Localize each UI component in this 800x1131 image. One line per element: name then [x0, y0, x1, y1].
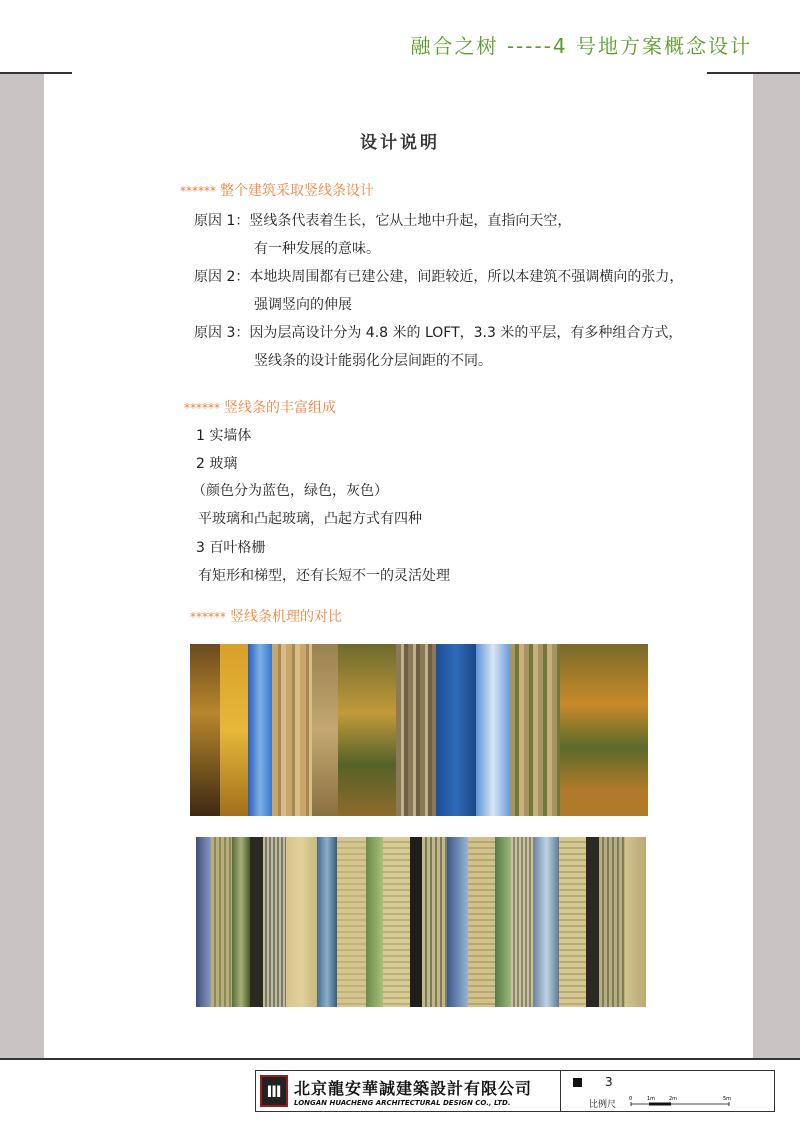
section-heading-1: [180, 180, 374, 200]
section-heading-text: 整个建筑采取竖线条设计: [220, 183, 374, 199]
reason-line: 原因 3：因为层高设计分为 4.8 米的 LOFT，3.3 米的平层，有多种组合方式，: [194, 325, 683, 341]
page-marker-icon: [573, 1078, 582, 1087]
section-heading-2: [184, 397, 336, 417]
composition-line: 平玻璃和凸起玻璃，凸起方式有四种: [198, 511, 422, 527]
composition-line: 2 玻璃: [196, 456, 238, 472]
left-margin-band: [0, 74, 44, 1059]
reason-line: 原因 2：本地块周围都有已建公建，间距较近，所以本建筑不强调横向的张力，: [194, 269, 684, 285]
landscape-strip-image: [190, 644, 648, 816]
scale-tick-label: 2m: [669, 1096, 678, 1102]
title-block: [255, 1070, 775, 1112]
composition-line: 1 实墙体: [196, 428, 252, 444]
reason-line: 原因 1：竖线条代表着生长，它从土地中升起，直指向天空，: [194, 213, 572, 229]
reason-line: 竖线条的设计能弱化分层间距的不同。: [254, 353, 492, 369]
scale-tick-label: 0: [629, 1096, 633, 1102]
section-heading-3: [190, 606, 342, 626]
header-rule-right: [707, 72, 800, 74]
document-title: 设计说明: [360, 133, 440, 153]
reason-line: 强调竖向的伸展: [254, 297, 352, 313]
section-heading-text: 竖线条机理的对比: [230, 609, 342, 625]
company-name-en: LONGAN HUACHENG ARCHITECTURAL DESIGN CO., LTD.: [294, 1098, 511, 1107]
scale-tick-label: 1m: [647, 1096, 656, 1102]
composition-line: 3 百叶格栅: [196, 540, 266, 556]
section-heading-text: 竖线条的丰富组成: [224, 400, 336, 416]
page-number: 3: [605, 1075, 613, 1089]
footer-rule: [0, 1058, 800, 1060]
page-info-cell: [561, 1071, 774, 1111]
reason-line: 有一种发展的意味。: [254, 241, 380, 257]
company-name-cn: 北京龍安華誠建築設計有限公司: [294, 1078, 533, 1098]
scale-label: 比例尺: [589, 1100, 617, 1110]
composition-line: （颜色分为蓝色，绿色，灰色）: [192, 483, 388, 499]
right-margin-band: [753, 74, 800, 1059]
company-logo-cell: [256, 1071, 561, 1111]
header-rule-left: [0, 72, 72, 74]
company-name: [294, 1076, 532, 1107]
section-stars: ******: [190, 610, 226, 624]
scale-tick-label: 5m: [723, 1096, 732, 1102]
scale-bar: [629, 1095, 739, 1107]
composition-line: 有矩形和梯型，还有长短不一的灵活处理: [198, 568, 450, 584]
section-stars: ******: [184, 401, 220, 415]
header-title: 融合之树 -----4 号地方案概念设计: [410, 34, 752, 58]
section-stars: ******: [180, 184, 216, 198]
company-logo-icon: Ⅲ: [260, 1075, 288, 1107]
facade-strip-image: [196, 837, 646, 1007]
